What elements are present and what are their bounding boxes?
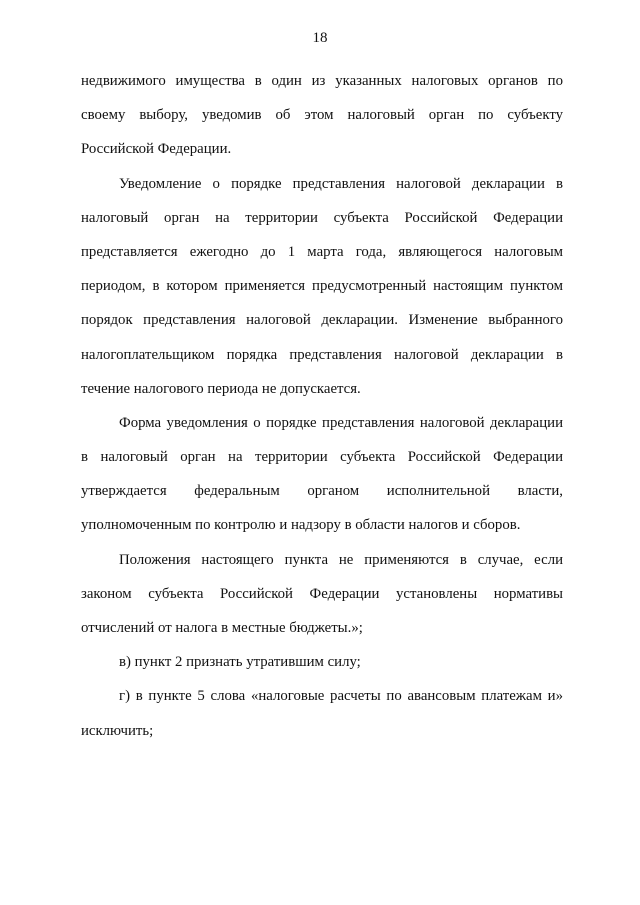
text-line: налоговый орган на территории субъекта Российской Федерации	[81, 209, 563, 226]
text-line: уполномоченным по контролю и надзору в области налогов и сборов.	[81, 517, 521, 534]
text-line: Положения настоящего пункта не применяются в случае, если	[119, 551, 563, 568]
text-line: Российской Федерации.	[81, 141, 232, 158]
text-line: Уведомление о порядке представления налоговой декларации в	[119, 175, 563, 192]
text-line: налогоплательщиком порядка представления налоговой декларации в	[81, 346, 563, 363]
text-line: в) пункт 2 признать утратившим силу;	[119, 654, 361, 671]
text-line: порядок представления налоговой декларации. Изменение выбранного	[81, 312, 563, 329]
text-line: законом субъекта Российской Федерации установлены нормативы	[81, 585, 563, 602]
text-line: утверждается федеральным органом исполнительной власти,	[81, 483, 563, 500]
text-line: отчислений от налога в местные бюджеты.»;	[81, 620, 363, 636]
text-line: г) в пункте 5 слова «налоговые расчеты по авансовым платежам и»	[119, 688, 563, 705]
text-line: недвижимого имущества в один из указанных налоговых органов по	[81, 73, 563, 89]
text-line: периодом, в котором применяется предусмотренный настоящим пунктом	[81, 278, 563, 295]
text-line: своему выбору, уведомив об этом налоговый орган по субъекту	[81, 107, 563, 124]
text-line: представляется ежегодно до 1 марта года, являющегося налоговым	[81, 243, 563, 260]
page-number: 18	[312, 30, 328, 46]
text-line: Форма уведомления о порядке представления налоговой декларации	[119, 414, 563, 431]
text-line: исключить;	[81, 722, 154, 739]
text-line: течение налогового периода не допускается.	[81, 380, 361, 397]
document-text	[81, 64, 563, 748]
text-line: в налоговый орган на территории субъекта Российской Федерации	[81, 449, 563, 466]
